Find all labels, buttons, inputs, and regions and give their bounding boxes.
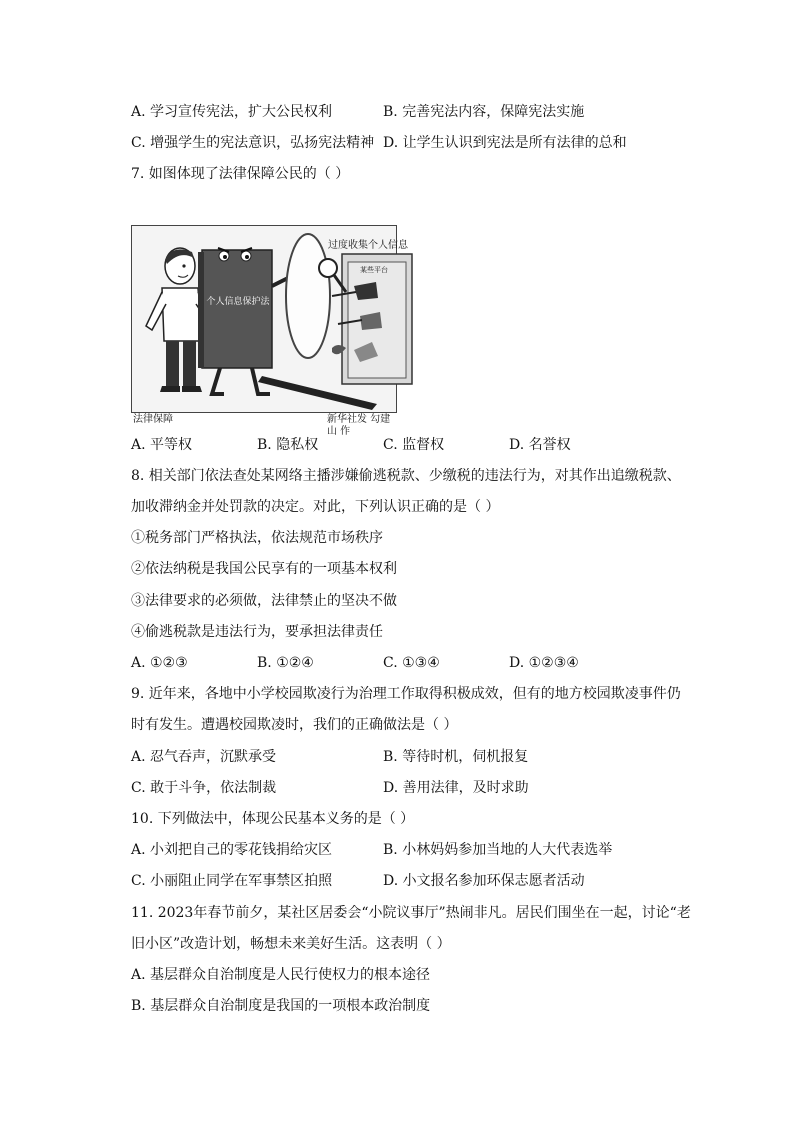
panel-title: 过度收集个人信息 (328, 240, 408, 251)
q8-stem-line2: 加收滞纳金并处罚款的决定。对此，下列认识正确的是（ ） (131, 499, 500, 515)
q8-stem-line1: 8. 相关部门依法查处某网络主播涉嫌偷逃税款、少缴税的违法行为，对其作出追缴税款、 (131, 468, 681, 484)
q8-statement-2: ②依法纳税是我国公民享有的一项基本权利 (131, 561, 397, 577)
q9-option-c: C. 敢于斗争，依法制裁 (131, 780, 277, 796)
caption-right: 新华社发 勾建山 作 (327, 414, 391, 437)
q10-option-d: D. 小文报名参加环保志愿者活动 (383, 873, 585, 889)
q7-option-c: C. 监督权 (383, 437, 445, 453)
q7-option-d: D. 名誉权 (509, 437, 571, 453)
q8-statement-1: ①税务部门严格执法，依法规范市场秩序 (131, 530, 383, 546)
q6-option-d: D. 让学生认识到宪法是所有法律的总和 (383, 135, 627, 151)
q9-option-b: B. 等待时机，伺机报复 (383, 749, 529, 765)
q7-option-b: B. 隐私权 (257, 437, 319, 453)
q11-stem-line2: 旧小区”改造计划，畅想未来美好生活。这表明（ ） (131, 936, 451, 952)
cartoon-frame (131, 225, 408, 413)
q8-statement-3: ③法律要求的必须做，法律禁止的坚决不做 (131, 593, 397, 609)
q9-option-a: A. 忍气吞声，沉默承受 (131, 749, 277, 765)
q10-stem: 10. 下列做法中，体现公民基本义务的是（ ） (131, 811, 415, 827)
q8-option-d: D. ①②③④ (509, 655, 579, 671)
q11-option-a: A. 基层群众自治制度是人民行使权力的根本途径 (131, 967, 431, 983)
q8-option-c: C. ①③④ (383, 655, 440, 671)
q7-cartoon-figure (131, 225, 408, 437)
cartoon-illustration (132, 226, 408, 412)
q11-option-b: B. 基层群众自治制度是我国的一项根本政治制度 (131, 998, 431, 1014)
q10-option-a: A. 小刘把自己的零花钱捐给灾区 (131, 842, 333, 858)
q6-option-b: B. 完善宪法内容，保障宪法实施 (383, 104, 585, 120)
book-title: 个人信息保护法 (206, 297, 270, 307)
q9-option-d: D. 善用法律，及时求助 (383, 780, 529, 796)
platform-label: 某些平台 (360, 266, 388, 274)
q6-option-a: A. 学习宣传宪法，扩大公民权利 (131, 104, 333, 120)
q6-option-c: C. 增强学生的宪法意识，弘扬宪法精神 (131, 135, 375, 151)
q10-option-c: C. 小丽阻止同学在军事禁区拍照 (131, 873, 333, 889)
q8-option-b: B. ①②④ (257, 655, 314, 671)
q9-stem-line2: 时有发生。遭遇校园欺凌时，我们的正确做法是（ ） (131, 717, 458, 733)
q8-statement-4: ④偷逃税款是违法行为，要承担法律责任 (131, 624, 383, 640)
q9-stem-line1: 9. 近年来，各地中小学校园欺凌行为治理工作取得积极成效，但有的地方校园欺凌事件仍 (131, 686, 681, 702)
q7-stem: 7. 如图体现了法律保障公民的（ ） (131, 166, 350, 182)
caption-left: 法律保障 (133, 414, 173, 425)
q7-option-a: A. 平等权 (131, 437, 193, 453)
q10-option-b: B. 小林妈妈参加当地的人大代表选举 (383, 842, 613, 858)
q8-option-a: A. ①②③ (131, 655, 188, 671)
q11-stem-line1: 11. 2023年春节前夕，某社区居委会“小院议事厅”热闹非凡。居民们围坐在一起，讨论“老 (131, 905, 691, 921)
